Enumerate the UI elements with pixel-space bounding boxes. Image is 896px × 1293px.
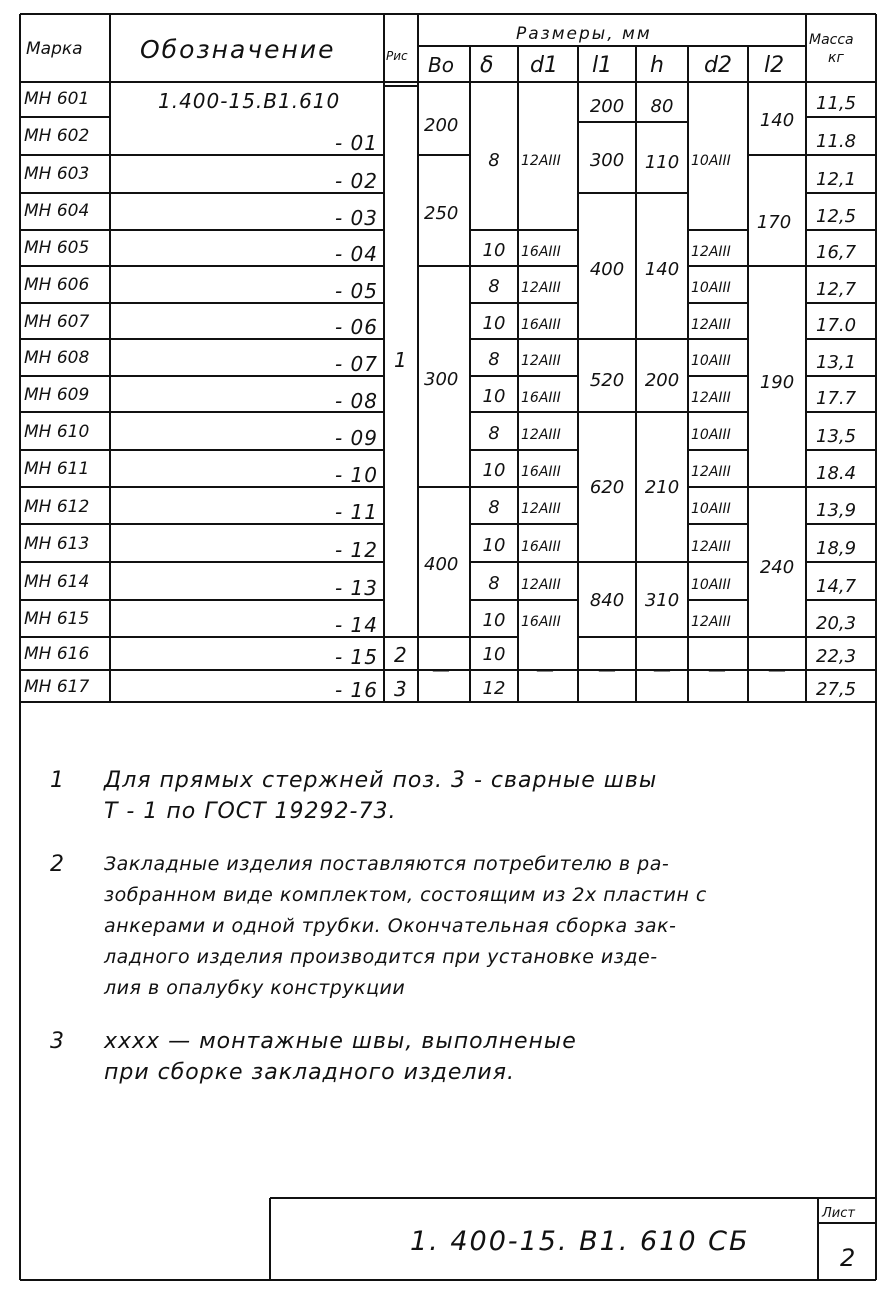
d1-cell: 12АIII xyxy=(521,577,561,593)
marka-cell: МН 605 xyxy=(24,238,90,258)
marka-cell: МН 607 xyxy=(24,312,90,332)
header-massa: Масса xyxy=(809,32,854,48)
oboz-cell: - 08 xyxy=(334,389,378,413)
note-item xyxy=(50,1026,880,1088)
mass-cell: 14,7 xyxy=(816,576,857,597)
mass-cell: 13,9 xyxy=(816,500,857,521)
l1-cell: 520 xyxy=(589,370,625,391)
oboznachenie-column xyxy=(158,89,378,702)
mass-cell: 12,5 xyxy=(816,206,857,227)
d2-cell: 10АIII xyxy=(691,353,731,369)
d2-cell: 10АIII xyxy=(691,427,731,443)
mass-cell: 17.7 xyxy=(816,388,857,409)
oboz-cell: - 05 xyxy=(334,279,378,303)
notes-section xyxy=(50,765,880,1110)
marka-cell: МН 613 xyxy=(24,534,90,554)
marka-cell: МН 611 xyxy=(24,459,90,479)
h-cell: 310 xyxy=(644,590,680,611)
header-oboznachenie: Обозначение xyxy=(140,35,336,64)
mass-cell: 18.4 xyxy=(816,463,857,484)
h-cell: 110 xyxy=(644,152,680,173)
note-text xyxy=(104,765,880,827)
b0-cell: 200 xyxy=(424,115,459,136)
oboz-cell: 1.400-15.В1.610 xyxy=(158,89,341,113)
oboz-cell: - 12 xyxy=(334,538,378,562)
d2-cell: 12АIII xyxy=(691,317,731,333)
d1-column xyxy=(521,153,561,681)
table-header xyxy=(26,24,854,78)
sheet-label: Лист xyxy=(822,1206,855,1221)
note-item xyxy=(50,849,880,1004)
note-line: Для прямых стержней поз. 3 - сварные швы xyxy=(104,768,658,793)
marka-cell: МН 601 xyxy=(24,89,90,109)
marka-cell: МН 614 xyxy=(24,572,90,592)
mass-cell: 13,5 xyxy=(816,426,857,447)
sheet-number: 2 xyxy=(840,1244,856,1272)
header-h: h xyxy=(650,53,664,78)
marka-cell: МН 604 xyxy=(24,201,90,221)
h-column xyxy=(645,96,679,681)
h-cell: 210 xyxy=(644,477,680,498)
h-cell: 200 xyxy=(644,370,680,391)
ris-cell: 1 xyxy=(394,348,407,372)
l2-column xyxy=(757,110,794,681)
note-line: хххх — монтажные швы, выполненые xyxy=(104,1029,577,1054)
marka-cell: МН 602 xyxy=(24,126,90,146)
mass-cell: 20,3 xyxy=(816,613,857,634)
d2-column xyxy=(691,153,731,681)
header-delta: δ xyxy=(480,53,494,78)
delta-cell: 8 xyxy=(488,349,500,370)
mass-cell: 22,3 xyxy=(816,646,857,667)
note-line: анкерами и одной трубки. Окончательная сборка зак- xyxy=(104,915,677,937)
marka-cell: МН 612 xyxy=(24,497,90,517)
b0-cell: 300 xyxy=(424,369,459,390)
d2-cell: 10АIII xyxy=(691,577,731,593)
l2-cell: 190 xyxy=(759,372,795,393)
mass-cell: 17.0 xyxy=(816,315,857,336)
note-line: при сборке закладного изделия. xyxy=(104,1060,515,1085)
header-d2: d2 xyxy=(704,53,732,78)
oboz-cell: - 09 xyxy=(334,426,378,450)
header-ris: Рис xyxy=(386,49,408,63)
delta-column xyxy=(483,150,506,699)
d1-cell: 16АIII xyxy=(521,317,561,333)
d2-cell: 12АIII xyxy=(691,244,731,260)
l1-cell: 620 xyxy=(589,477,625,498)
d1-cell: 16АIII xyxy=(521,539,561,555)
oboz-cell: - 16 xyxy=(334,678,378,702)
d2-cell: 12АIII xyxy=(691,614,731,630)
note-line: зобранном виде комплектом, состоящим из 2х пластин с xyxy=(104,884,707,906)
d1-cell: 16АIII xyxy=(521,244,561,260)
note-number: 1 xyxy=(50,768,65,793)
marka-column xyxy=(24,89,89,697)
d2-cell: 10АIII xyxy=(691,280,731,296)
d1-cell: 16АIII xyxy=(521,614,561,630)
marka-cell: МН 616 xyxy=(24,644,90,664)
header-l2: l2 xyxy=(764,53,785,78)
l2-cell: 140 xyxy=(759,110,795,131)
delta-cell: 12 xyxy=(482,678,506,699)
marka-cell: МН 609 xyxy=(24,385,90,405)
delta-cell: 10 xyxy=(482,610,506,631)
header-massa-unit: кг xyxy=(828,50,844,66)
oboz-cell: - 13 xyxy=(334,576,378,600)
delta-cell: 10 xyxy=(482,313,506,334)
b0-cell: 400 xyxy=(424,554,459,575)
header-l1: l1 xyxy=(592,53,613,78)
d2-cell: 10АIII xyxy=(691,501,731,517)
b0-cell: — xyxy=(432,660,450,681)
ris-column xyxy=(394,348,407,701)
ris-cell: 3 xyxy=(394,677,407,701)
oboz-cell: - 15 xyxy=(334,645,378,669)
d2-cell: 12АIII xyxy=(691,539,731,555)
mass-cell: 16,7 xyxy=(816,242,857,263)
oboz-cell: - 06 xyxy=(334,315,378,339)
delta-cell: 8 xyxy=(488,276,500,297)
l1-cell: 840 xyxy=(589,590,625,611)
h-cell: 80 xyxy=(650,96,674,117)
d2-cell: — xyxy=(708,660,726,681)
delta-cell: 10 xyxy=(482,535,506,556)
oboz-cell: - 07 xyxy=(334,352,378,376)
delta-cell: 8 xyxy=(488,150,500,171)
delta-cell: 10 xyxy=(482,386,506,407)
oboz-cell: - 04 xyxy=(334,242,378,266)
l1-column xyxy=(590,96,624,681)
note-text xyxy=(104,1026,880,1088)
mass-cell: 11.8 xyxy=(816,131,857,152)
b0-cell: 250 xyxy=(424,203,459,224)
note-text xyxy=(104,849,880,1004)
header-razmery: Размеры, мм xyxy=(516,24,652,44)
delta-cell: 10 xyxy=(482,460,506,481)
marka-cell: МН 608 xyxy=(24,348,90,368)
header-marka: Марка xyxy=(26,39,83,59)
l2-cell: 240 xyxy=(759,557,795,578)
d1-cell: — xyxy=(536,660,554,681)
header-b0: Bo xyxy=(428,53,454,77)
marka-cell: МН 603 xyxy=(24,164,90,184)
note-line: ладного изделия производится при установке изде- xyxy=(104,946,658,968)
delta-cell: 10 xyxy=(482,644,506,665)
marka-cell: МН 606 xyxy=(24,275,90,295)
mass-column xyxy=(816,93,857,700)
d1-cell: 12АIII xyxy=(521,353,561,369)
document-designation: 1. 400-15. В1. 610 СБ xyxy=(410,1226,750,1257)
mass-cell: 13,1 xyxy=(816,352,857,373)
marka-cell: МН 617 xyxy=(24,677,90,697)
h-cell: 140 xyxy=(644,259,680,280)
oboz-cell: - 10 xyxy=(334,463,378,487)
note-item xyxy=(50,765,880,827)
d2-cell: 10АIII xyxy=(691,153,731,169)
l1-cell: 300 xyxy=(589,150,625,171)
d2-cell: 12АIII xyxy=(691,390,731,406)
note-number: 3 xyxy=(50,1029,65,1054)
delta-cell: 8 xyxy=(488,573,500,594)
l1-cell: 200 xyxy=(589,96,625,117)
b0-column xyxy=(424,115,458,681)
mass-cell: 12,7 xyxy=(816,279,857,300)
d1-cell: 12АIII xyxy=(521,427,561,443)
mass-cell: 18,9 xyxy=(816,538,857,559)
note-line: лия в опалубку конструкции xyxy=(104,977,406,999)
mass-cell: 11,5 xyxy=(816,93,857,114)
mass-cell: 27,5 xyxy=(816,679,857,700)
d1-cell: 12АIII xyxy=(521,501,561,517)
delta-cell: 10 xyxy=(482,240,506,261)
l2-cell: 170 xyxy=(756,212,792,233)
oboz-cell: - 01 xyxy=(334,131,378,155)
l1-cell: 400 xyxy=(589,259,625,280)
delta-cell: 8 xyxy=(488,423,500,444)
note-line: Т - 1 по ГОСТ 19292-73. xyxy=(104,799,397,824)
d2-cell: 12АIII xyxy=(691,464,731,480)
delta-cell: 8 xyxy=(488,497,500,518)
oboz-cell: - 11 xyxy=(334,500,378,524)
oboz-cell: - 02 xyxy=(334,169,378,193)
d1-cell: 16АIII xyxy=(521,390,561,406)
mass-cell: 12,1 xyxy=(816,169,857,190)
ris-cell: 2 xyxy=(394,643,407,667)
l2-cell: — xyxy=(768,660,786,681)
oboz-cell: - 03 xyxy=(334,206,378,230)
d1-cell: 12АIII xyxy=(521,280,561,296)
d1-cell: 16АIII xyxy=(521,464,561,480)
note-line: Закладные изделия поставляются потребителю в ра- xyxy=(104,853,670,875)
d1-cell: 12АIII xyxy=(521,153,561,169)
h-cell: — xyxy=(653,660,671,681)
marka-cell: МН 610 xyxy=(24,422,90,442)
marka-cell: МН 615 xyxy=(24,609,90,629)
note-number: 2 xyxy=(50,852,65,877)
l1-cell: — xyxy=(598,660,616,681)
header-d1: d1 xyxy=(530,53,558,78)
oboz-cell: - 14 xyxy=(334,613,378,637)
